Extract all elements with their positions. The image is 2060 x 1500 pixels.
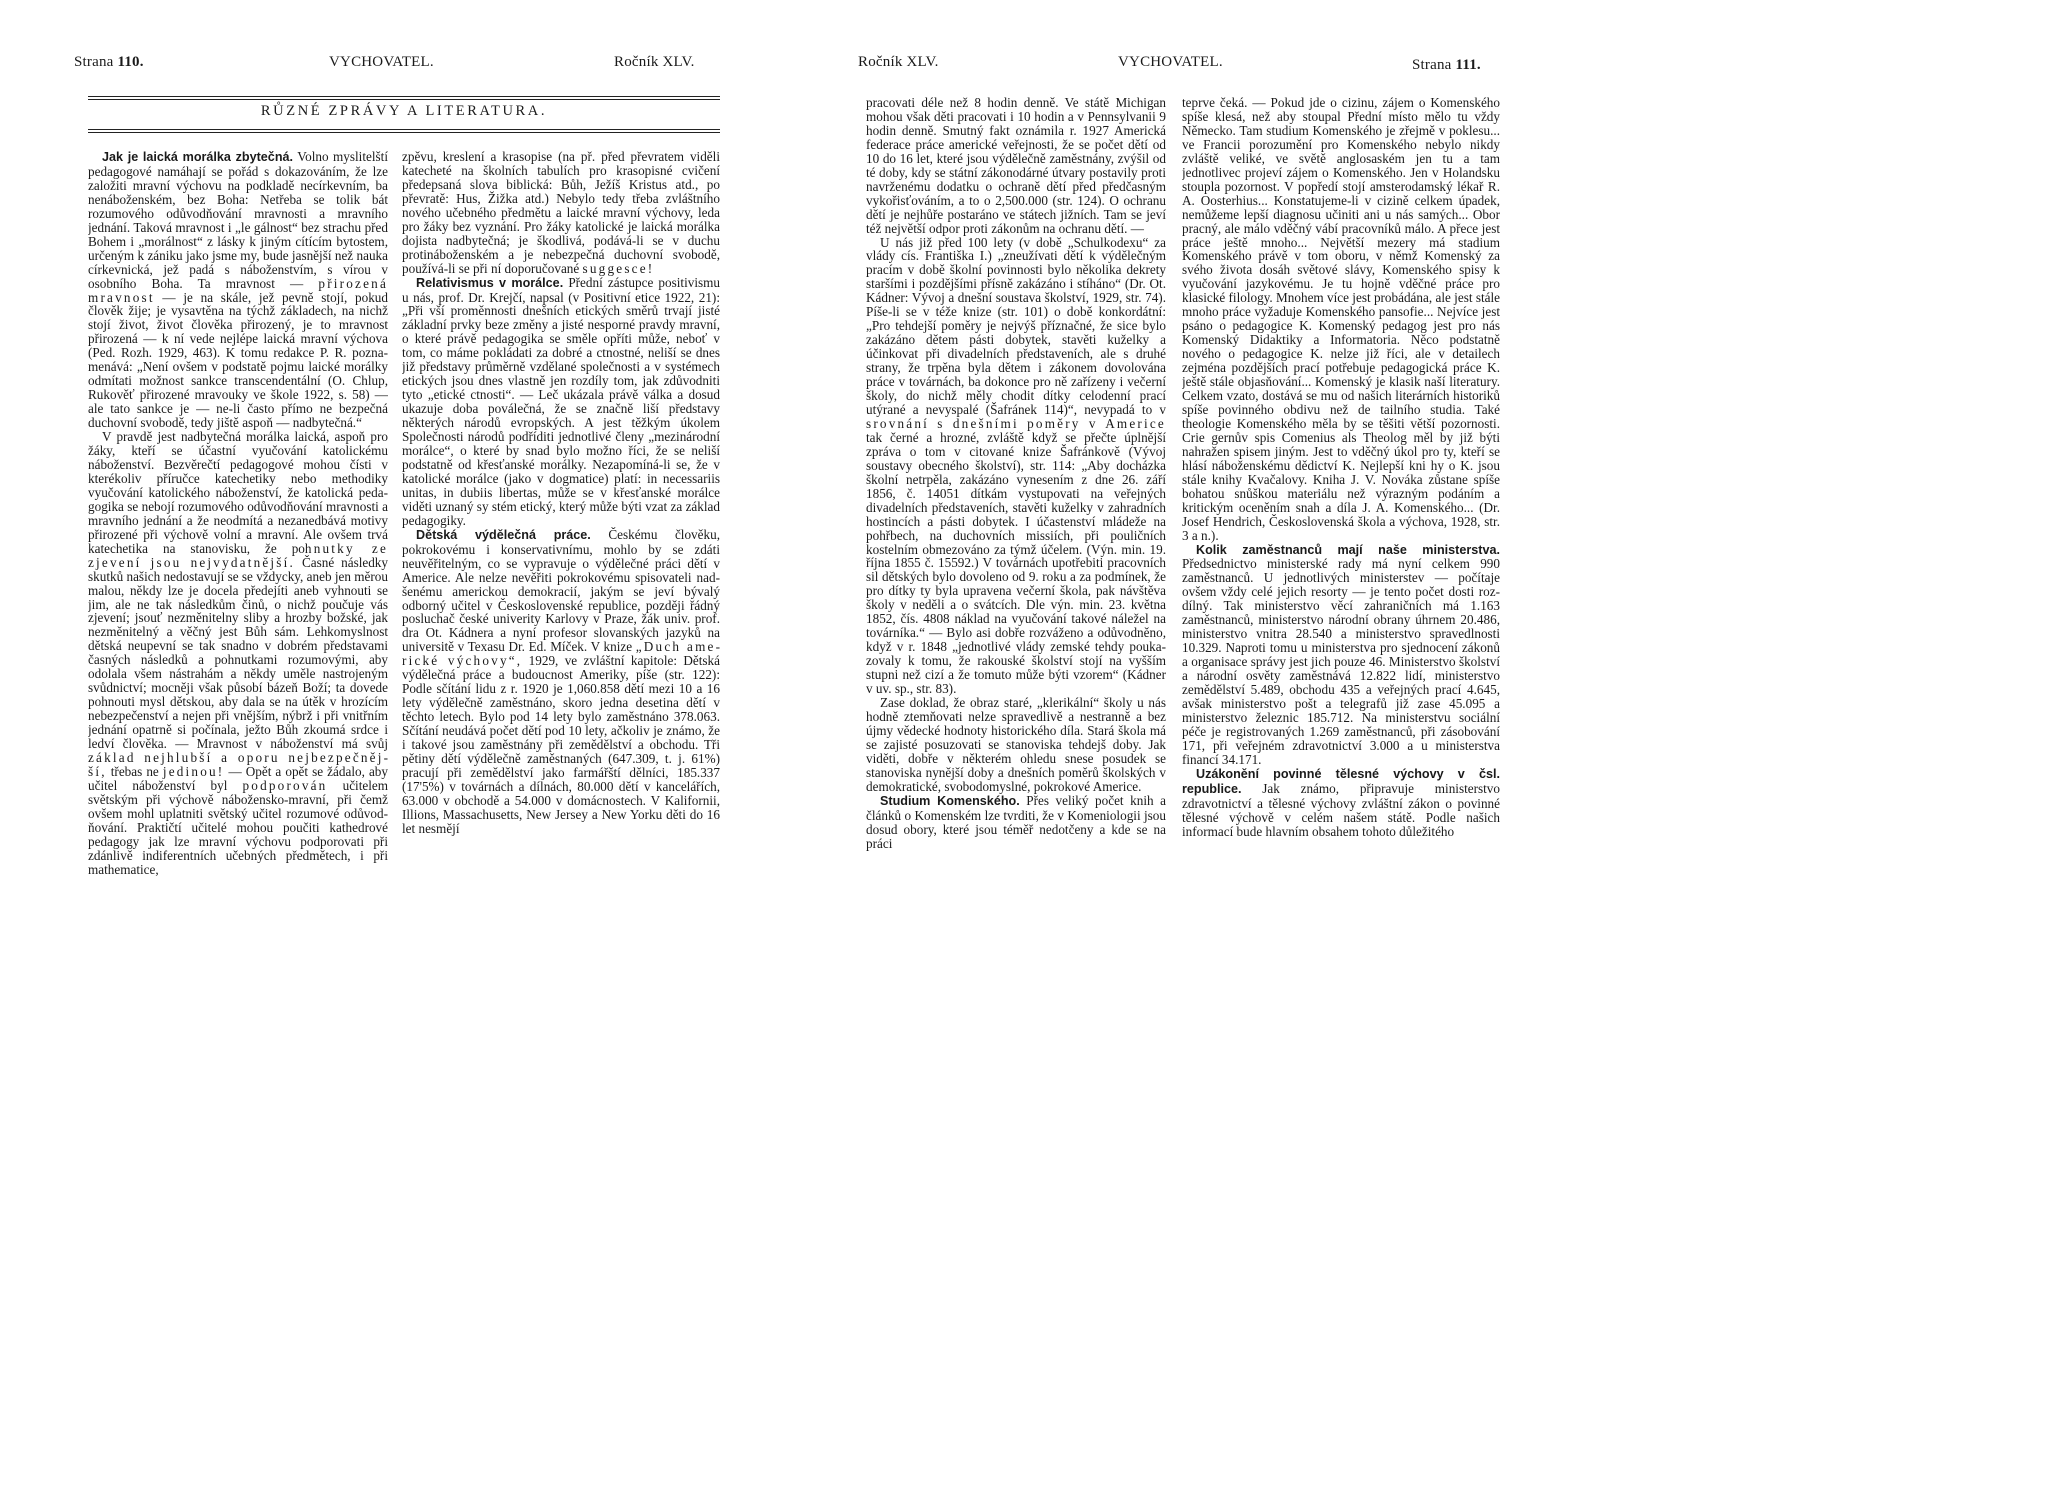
volume-label: Ročník XLV. — [614, 54, 695, 70]
spaced-emphasis: suggesce! — [582, 260, 655, 276]
page-label: Strana — [1412, 57, 1452, 73]
spaced-emphasis: přirozená mravnost — [88, 275, 388, 305]
text-run: zpěvu, kreslení a krasopise (na př. před převratem viděli katecheté na školních tabulích pro krasopisné cvičení předepsaná slova biblická: Bůh, Ježíš Kristus atd., po převratě: Hus, Žižka atd.) Nebylo tedy třeba zvláštního nového učebného předmětu a laické mravní výchovy, leda pro žáky bez vyznání. Pro žáky katolické je laická morálka dojista nadbytečná; je škodlivá, podává-li se v duchu protináboženském a je nebezpečná duchovní svobodě, používá-li se při ní doporučované — [402, 150, 720, 276]
article-paragraph — [866, 696, 1166, 794]
text-run: tak černé a hrozné, zvláště když se přečte úplnější zpráva o tom v citované knize Šafránkově (Vývoj soustavy obecného školství), str. 114: „Aby docházka školní netrpěla, zakázáno vynesením z dne 26. září 1856, č. 14051 dítkám vystupovati na veřejných divadelních představeních, stavěti kuželky v zahradních hostincích a pásti dobytek. I účastenství mládeže na pohřbech, na duchovních missiích, při pouličních kostelním obmezováno za týmž účelem. (Výn. min. 19. října 1855 č. 15592.) V továrnách upotřebiti pracovních sil dětských bylo dovoleno od 9. roku a za podmínek, že pro dítky ty byla upravena večerní škola, pak návštěva školy v neděli a o svátcích. Dle výn. min. 23. května 1852, čís. 4808 náklad na vyučování takové náležel na továrníka.“ — Bylo asi dobře rozváženo a odůvodněno, když v r. 1848 „jednotlivé vlády zemské tehdy poukazovaly k tomu, že rakouské školství stojí na vyšším stupni než cizí a že tomuto může býti vzorem“ (Kádner v uv. sp., str. 83). — [866, 429, 1166, 697]
text-column — [88, 150, 388, 1120]
text-column — [402, 150, 720, 1120]
text-run: — je na skále, jež pevně stojí, pokud člověk žije; je vysavtěna na týchž základech, na nichž stojí život, život člověka přirozený, je to mravnost přirozená — k ní vede nejlépe laická mravní výchova (Ped. Rozh. 1929, 463). K tomu redakce P. R. poznamenává: „Není ovšem v podstatě pojmu laické morálky odmítati možnost sankce transcendentální (O. Chlup, Rukověť přirozené mravouky ve škole 1922, s. 58) — ale tato sankce je — ne-li často přímo ne bezpečná duchovní svobodě, tedy jiště aspoň — nadbytečná.“ — [88, 289, 388, 431]
text-run: pracovati déle než 8 hodin denně. Ve státě Michigan mohou však děti pracovati i 10 hodin a v Pennsylvanii 9 hodin denně. Smutný fakt oznámila r. 1927 Americká federace práce americké veřejnosti, že se počet dětí od 10 do 16 let, které jsou výdělečně zaměstnány, zvýšil od té doby, kdy se státní zákonodárné útvary postavily proti navrženému dodatku o ochraně dětí před předčasným vykořisťováním, a to o 2,500.000 (str. 124). O ochranu dětí je nejhůře postaráno ve státech jižních. Tam se jeví též největší odpor proti zákonům na ochranu dětí. — — [866, 96, 1166, 236]
page-header-left — [74, 54, 144, 71]
spaced-emphasis: základ nejhlubší a oporu nejbezpečnější, — [88, 749, 388, 779]
article-paragraph — [866, 794, 1166, 851]
page-label: Strana — [74, 54, 114, 70]
article-paragraph — [402, 150, 720, 276]
header-rule — [88, 96, 720, 97]
text-run: U nás již před 100 lety (v době „Schulkodexu“ za vlády cís. Františka I.) „zneužívati dětí k výdělečným pracím v době školní povinnosti bylo několika dekrety staršími i pozdějšími přísně zakázáno i stíháno“ (Dr. Ot. Kádner: Vývoj a dnešní soustava školství, 1929, str. 74). Píše-li se v téže knize (str. 101) o době konkordátní: „Pro tehdejší poměry je nejvýš příznačné, že sice bylo zakázáno dětem pásti dobytek, stavěti kuželky a účinkovat při divadelních představeních, ale s druhé strany, že trpěna byla dětem i zákonem dovolována práce v továrnách, ba dokonce pro ně zařízeny i večerní školy, do nichž měly chodit dítky celodenní prací utýrané a nevyspalé (Šafránek 114)“, nevypadá to v — [866, 234, 1166, 417]
page-number: 110. — [117, 54, 144, 70]
volume-label: Ročník XLV. — [858, 54, 939, 70]
page-number: 111. — [1455, 57, 1481, 73]
section-rule — [88, 132, 720, 133]
spaced-emphasis: podporován — [242, 777, 328, 793]
text-column — [1182, 96, 1500, 1120]
section-rule — [88, 129, 720, 130]
text-run: teprve čeká. — Pokud jde o cizinu, zájem o Komenského spíše klesá, než aby stoupal Přední místo mělo tu vždy Německo. Tam studium Komenského je zřejmě v poklesu... ve Francii porozumění pro Komenského nebylo nikdy zvláště veliké, ve světě anglosaském jen tu a tam jednotlivec projeví zájem o Komenského. Jen v Holandsku stoupla pozornost. V popředí stojí amsterodamský lékař R. A. Oosterhius... Konstatujeme-li v cizině celkem úpadek, nemůžeme lepší diagnosu učiniti ani u nás samých... Obor pracný, ale málo vděčný vábí pracovníků málo. A přece jest práce ještě mnoho... Největší mezery má stadium Komenského právě v tom oboru, v němž Komenský za svého života dosáh světové slávy, Komenského spisy k vyučování jazykovému. Je tu hojně vděčné práce pro klasické filology. Mnohem více jest probádána, ale jest stále mnoho práce vyžaduje Komenského pansofie... Nejvíce jest psáno o pedagogice K. Komenský pedagog jest pro nás Komenský Didaktiky a Informatoria. Něco podstatně nového o pedagogice K. nelze již říci, ale v detailech zejména pozdějších prací potřebuje pedagogická práce K. ještě stále objasňování... Komenský je klasik naší literatury. Celkem vzato, dostává se mu od našich literárních historiků spíše povinného obdivu než de tailního studia. Také theologie Komenského měla by se těšiti větší pozornosti. Crie gernův spis Comenius als Theolog měl by již býti nahražen spisem jiným. Jest to vděčný úkol pro ty, kteří se hlásí náboženskému dědictví K. Nejlepší kni hy o K. jsou stále knihy Kvačalovy. Kniha J. V. Nováka zůstane spíše bohatou snůškou materiálu než výrazným podáním a kritickým oceněním snah a díla J. A. Komenského... (Dr. Josef Hendrich, Československá škola a výchova, 1928, str. 3 a n.). — [1182, 96, 1500, 543]
article-paragraph — [88, 430, 388, 877]
text-run: Jak známo, připravuje ministerstvo zdravotnictví a tělesné výchovy zvláštní zákon o povinné tělesné výchově v celém našem státě. Podle našich informací bude hlavním obsahem tohoto důležitého — [1182, 780, 1500, 839]
article-paragraph — [402, 528, 720, 836]
left-page — [0, 0, 776, 1130]
article-heading: Relativismus v morálce. — [416, 275, 564, 290]
text-run: třebas ne — [106, 763, 163, 779]
text-run: — Opět a opět se žádalo, aby učitel náboženství byl — [88, 763, 388, 793]
article-paragraph — [88, 150, 388, 430]
article-heading: Kolik zaměstnanců mají naše ministerstva. — [1196, 542, 1500, 557]
text-column — [866, 96, 1166, 1120]
spaced-emphasis: „Duch americké výchovy“, — [402, 639, 720, 669]
article-paragraph — [1182, 543, 1500, 767]
article-paragraph — [866, 236, 1166, 696]
article-paragraph — [402, 276, 720, 528]
page-header-right — [1412, 57, 1481, 74]
text-run: Zase doklad, že obraz staré, „klerikální“ školy u nás hodně ztemňovati nelze spravedlivě a nestranně a bez újmy vědecké hodnoty historického díla. Stará škola má se zajisté posuzovati se stanoviska tehdejš doby. Jak viděti, dobře v některém ohledu snese posudek se stanoviska nynější doby a dnešních poměrů školských v demokratické, svobodomyslné, pokrokové Americe. — [866, 694, 1166, 794]
text-run: učitelem světským při výchově nábožensko-mravní, při čemž ovšem mohl uplatniti světský učitel rozumové odůvodňování. Praktičtí učitelé mohou poučiti kathedrové pedagogy jak lze mravní výchovu podporovati při zdánlivě indiferentních učebných předmětech, i při mathematice, — [88, 777, 388, 877]
article-heading: Dětská výdělečná práce. — [416, 527, 591, 542]
header-rule — [88, 99, 720, 100]
text-run: Přední zástupce positivismu u nás, prof. Dr. Krejčí, napsal (v Positivní etice 1922, 21): „Při vší proměnnosti dnešních etických směrů trvají jisté základní prvky beze změny a jisté nesporné pravdy mravní, o které právě pedagogika se směle opříti může, neboť v tom, co máme pokládati za dobré a ctnostné, neliší se dnes již představy průměrně vzdělané společnosti a v systémech etických jsou dnes vlastně jen rozdíly tom, jak zdůvodniti tyto „etické ctnosti“. — Leč ukázala právě válka a dosud ukazuje doba poválečná, že se značně liší představy některých národů evropských. A jest těžkým úkolem Společnosti národů podříditi jednotlivé členy „mezinárodní morálce“, o které by snad bylo možno říci, že se neliší podstatně od křesťanské morálky. Nezapomíná-li se, že v katolické morálce (jako v dogmatice) platí: in necessariis unitas, in dubiis libertas, může se v křesťanské morálce viděti uznaný sy stém etický, který může býti vzat za základ pedagogiky. — [402, 274, 720, 528]
text-run: Časné následky skutků našich nedostavují se se vždycky, aneb jen měrou malou, někdy lze je docela předejíti aneb vyhnouti se jim, ale ne tak následkům činů, o nichž poučuje vás zjevení; jsouť nezměnitelny sliby a hrozby božské, jak nezměnitelný a věčný jest Bůh sám. Lehkomyslnost dětská neupevní se tak snadno v dobrém představami časných následků a pohnutkami rozumovými, aby odolala všem nástrahám a někdy uměle nastrojeným svůdnictví; mocněji však působí bázeň Boží; ta dovede pohnouti mysl dětskou, aby dala se na útěk v hrozícím nebezpečenství a nejen při vnějším, nýbrž i při vnitřním jednání opatrně si počínala, ježto Bůh zkoumá srdce i ledví člověka. — Mravnost v náboženství má svůj — [88, 554, 388, 752]
text-run: Přes veliký počet knih a článků o Komenském lze tvrditi, že v Komeniologii jsou dosud obory, které jsou téměř nedotčeny a kde se na práci — [866, 792, 1166, 851]
article-heading: Studium Komenského. — [880, 793, 1020, 808]
journal-title: VYCHOVATEL. — [1118, 54, 1223, 70]
right-page — [776, 0, 1552, 1130]
text-run: 1929, ve zvláštní kapitole: Dětská výdělečná práce a budoucnost Ameriky, píše (str. 122): Podle sčítání lidu z r. 1920 je 1,060.858 dětí mezi 10 a 16 lety výdělečně zaměstnáno, skoro jedna desetina dětí v těchto letech. Bylo pod 14 lety bylo zaměstnáno 378.063. Sčítání neudává počet dětí pod 10 lety, ačkoliv je známo, že i takové jsou zaměstnány při zemědělství a obchodu. Tři pětiny dětí výdělečně zaměstnaných (647.309, t. j. 61%) pracují při zemědělství jako farmářští dělníci, 185.337 (17'5%) v továrnách a dílnách, 80.000 dětí v kancelářích, 63.000 v obchodě a 54.000 v domácnostech. V Kalifornii, Illions, Massachusetts, New Jersey a New Yorku děti do 16 let nesmějí — [402, 653, 720, 836]
article-heading: Uzákonění povinné tělesné výchovy v čsl. republice. — [1182, 766, 1500, 796]
article-paragraph — [1182, 767, 1500, 839]
spaced-emphasis: hnutky ze zjevení jsou nejvydatnější. — [88, 540, 388, 570]
text-run: V pravdě jest nadbytečná morálka laická, aspoň pro žáky, kteří se účastní vyučování katolickému náboženství. Bezvěrečtí pedagogové mohou čísti v kterékoliv příručce katechetiky nebo methodiky vyučování katolického náboženství, že katolická pedagogika se nebojí rozumového odůvodňování mravnosti a mravního jednání a že neodmítá a nezanedbává motivy přirozené při výchově volní a mravní. Ale ovšem trvá katechetika na stanovisku, že po — [88, 429, 388, 556]
spaced-emphasis: srovnání s dnešními poměry v Americe — [866, 415, 1166, 431]
article-heading: Jak je laická morálka zbytečná. — [102, 150, 294, 164]
text-run: Předsednictvo ministerské rady má nyní celkem 990 zaměstnanců. U jednotlivých ministerstev — počítaje ovšem vždy celé jejich resorty — je tento počet dosti rozdílný. Tak ministerstvo věcí zahraničních má 1.163 zaměstnanců, ministerstvo národní obrany úhrnem 20.486, ministerstvo vnitra 28.540 a ministerstvo spravedlnosti 10.329. Naproti tomu u ministerstva pro sjednocení zákonů a organisace správy jest jich pouze 46. Ministerstvo školství a národní osvěty zaměstnává 12.822 lidí, ministerstvo zemědělství 5.489, obchodu 435 a veřejných prací 4.645, avšak ministerstvo pošt a telegrafů již zase 45.095 a ministerstvo železnic 185.712. Na ministerstvu sociální péče je registrovaných 1.269 zaměstnanců, při zásobování 171, při veřejném zdravotnictví 3.000 a u ministerstva financí 34.171. — [1182, 556, 1500, 767]
article-paragraph — [866, 96, 1166, 236]
journal-title: VYCHOVATEL. — [329, 54, 434, 70]
spaced-emphasis: jedinou! — [162, 763, 225, 779]
text-run: Volno myslitelští pedagogové namáhají se pořád s dokazováním, že lze založiti mravní výchovu na podkladě necírkevním, ba nenáboženském, bez Boha: Netřeba se tolik bát rozumového odůvodňování mravnosti a mravního jednání. Taková mravnost i „le gálnost“ bez strachu před Bohem i „morálnost“ z lásky k jiným cítícím bytostem, určeným k zániku jako jsme my, bude jasnější než nauka církevnická, jež padá s náboženstvím, s vírou v osobního Boha. Ta mravnost — — [88, 150, 388, 291]
text-run: Českému člověku, pokrokovému i konservativnímu, mohlo by se zdáti neuvěřitelným, co se vypravuje o výdělečné práci dětí v Americe. Ale nelze nevěřiti pokrokovému spisovateli nadšenému americkou demokracií, jakým se jeví bývalý odborný učitel v Československé republice, později řádný posluchač české univerity Karlovy v Praze, žák univ. prof. dra Ot. Kádnera a nyní profesor slovanských jazyků na universitě v Texasu Dr. Ed. Míček. V knize — [402, 526, 720, 655]
section-title: RŮZNÉ ZPRÁVY A LITERATURA. — [260, 103, 548, 119]
article-paragraph — [1182, 96, 1500, 543]
